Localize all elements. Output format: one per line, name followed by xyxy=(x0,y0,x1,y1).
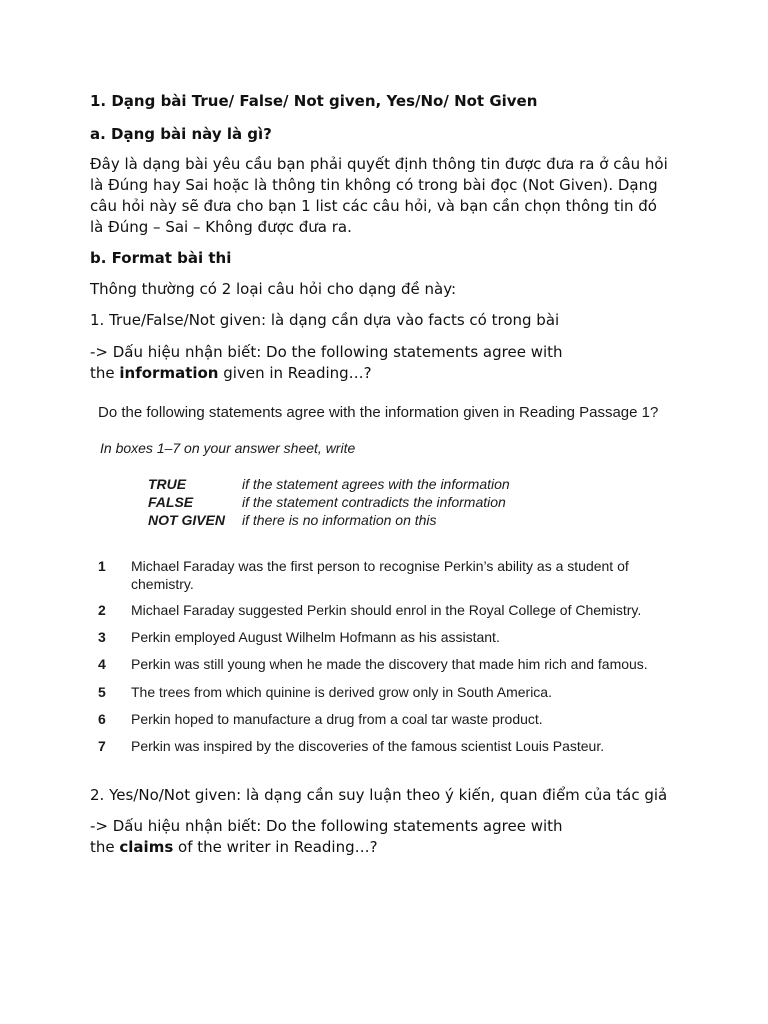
figure-title: Do the following statements agree with the information given in Reading Passage 1? xyxy=(98,404,659,421)
sign1-line-2 xyxy=(90,363,372,384)
question-figure xyxy=(0,396,768,766)
key-term: NOT GIVEN xyxy=(148,512,226,528)
type2-line: 2. Yes/No/Not given: là dạng cần suy luận theo ý kiến, quan điểm của tác giả xyxy=(90,786,668,804)
question-number: 1 xyxy=(98,558,106,574)
question-number: 5 xyxy=(98,684,106,700)
question-item-7 xyxy=(98,737,678,755)
question-text: Michael Faraday suggested Perkin should enrol in the Royal College of Chemistry. xyxy=(131,602,642,618)
sign2-bold: claims xyxy=(119,838,174,856)
sign2-line-2 xyxy=(90,837,378,858)
question-number: 4 xyxy=(98,656,106,672)
type1-line: 1. True/False/Not given: là dạng cần dựa vào facts có trong bài xyxy=(90,311,560,329)
question-number: 2 xyxy=(98,602,106,618)
paragraph-line-2: là Đúng hay Sai hoặc là thông tin không có trong bài đọc (Not Given). Dạng xyxy=(90,176,658,194)
question-number: 7 xyxy=(98,738,106,754)
sign1-post: given in Reading…? xyxy=(218,364,372,382)
question-number: 6 xyxy=(98,711,106,727)
question-item-3 xyxy=(98,628,678,646)
sign2-post: of the writer in Reading…? xyxy=(173,838,378,856)
question-text: Perkin employed August Wilhelm Hofmann as his assistant. xyxy=(131,629,500,645)
paragraph-line-4: là Đúng – Sai – Không được đưa ra. xyxy=(90,218,352,236)
paragraph-line-1: Đây là dạng bài yêu cầu bạn phải quyết định thông tin được đưa ra ở câu hỏi xyxy=(90,155,668,173)
question-text: Perkin was still young when he made the discovery that made him rich and famous. xyxy=(131,656,648,672)
question-item-4 xyxy=(98,655,678,673)
key-term: FALSE xyxy=(148,494,194,510)
key-desc: if there is no information on this xyxy=(242,512,437,528)
intro-line: Thông thường có 2 loại câu hỏi cho dạng đề này: xyxy=(90,280,457,298)
paragraph-line-3: câu hỏi này sẽ đưa cho bạn 1 list các câu hỏi, và bạn cần chọn thông tin đó xyxy=(90,197,657,215)
question-text: Michael Faraday was the first person to recognise Perkin’s ability as a student of chemistry. xyxy=(131,558,629,592)
sign1-pre: the xyxy=(90,364,120,382)
question-text: Perkin was inspired by the discoveries of the famous scientist Louis Pasteur. xyxy=(131,738,605,754)
question-item-5 xyxy=(98,683,678,701)
question-text: The trees from which quinine is derived grow only in South America. xyxy=(131,684,552,700)
section-heading: 1. Dạng bài True/ False/ Not given, Yes/No/ Not Given xyxy=(90,92,538,110)
figure-instruction: In boxes 1–7 on your answer sheet, write xyxy=(100,440,356,456)
key-desc: if the statement contradicts the information xyxy=(242,494,506,510)
sign1-line-1: -> Dấu hiệu nhận biết: Do the following statements agree with xyxy=(90,343,563,361)
subheading-b: b. Format bài thi xyxy=(90,249,232,267)
question-item-6 xyxy=(98,710,678,728)
question-text: Perkin hoped to manufacture a drug from a coal tar waste product. xyxy=(131,711,543,727)
sign2-pre: the xyxy=(90,838,120,856)
sign1-bold: information xyxy=(119,364,219,382)
sign2-line-1: -> Dấu hiệu nhận biết: Do the following statements agree with xyxy=(90,817,563,835)
question-item-2 xyxy=(98,601,678,619)
question-item-1 xyxy=(98,557,678,593)
key-term: TRUE xyxy=(148,476,187,492)
subheading-a: a. Dạng bài này là gì? xyxy=(90,125,272,143)
question-number: 3 xyxy=(98,629,106,645)
key-desc: if the statement agrees with the information xyxy=(242,476,510,492)
